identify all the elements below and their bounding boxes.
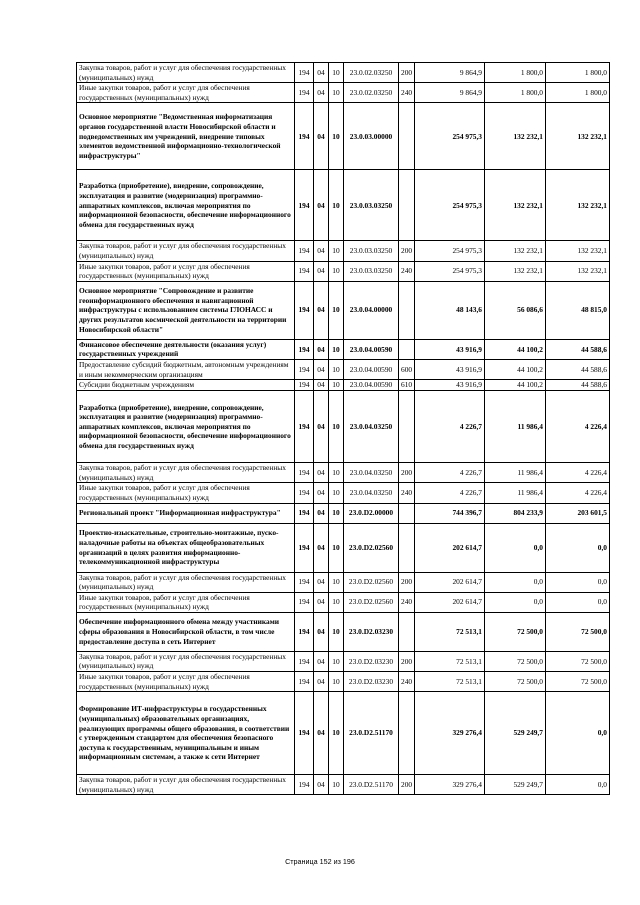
section-code: 04 [314,83,329,103]
section-code: 04 [314,672,329,692]
table-row [77,281,610,339]
amount-year-1: 4 226,7 [415,391,485,463]
table-row [77,170,610,241]
subsection-code: 10 [329,463,344,483]
table-row [77,241,610,261]
amount-year-1: 329 276,4 [415,692,485,775]
target-article-code: 23.0.03.03250 [344,261,399,281]
amount-year-3: 203 601,5 [546,503,610,523]
amount-year-2: 0,0 [485,523,546,572]
ministry-code: 194 [295,63,314,83]
amount-year-1: 48 143,6 [415,281,485,339]
target-article-code: 23.0.03.03250 [344,241,399,261]
target-article-code: 23.0.04.03250 [344,483,399,503]
amount-year-2: 132 232,1 [485,170,546,241]
row-name: Обеспечение информационного обмена между участниками сферы образования в Новосибирской области, в том числе предоставление доступа в сеть Интернет [77,612,295,651]
row-name: Формирование ИТ-инфраструктуры в государственных (муниципальных) образовательных организациях, реализующих программы общего образования, в соответствии с утвержденным стандартом для обеспечения безопасного доступа к государственным, муниципальным и иным информационным системам, а также к сети Интернет [77,692,295,775]
amount-year-3: 44 588,6 [546,359,610,379]
amount-year-2: 11 986,4 [485,391,546,463]
amount-year-1: 43 916,9 [415,339,485,359]
amount-year-3: 72 500,0 [546,651,610,671]
amount-year-3: 0,0 [546,692,610,775]
amount-year-1: 4 226,7 [415,463,485,483]
expense-type-code [399,170,415,241]
ministry-code: 194 [295,170,314,241]
table-row [77,592,610,612]
target-article-code: 23.0.03.03250 [344,170,399,241]
amount-year-3: 72 500,0 [546,672,610,692]
table-row [77,103,610,170]
amount-year-2: 1 800,0 [485,63,546,83]
expense-type-code: 200 [399,651,415,671]
table-row [77,612,610,651]
section-code: 04 [314,103,329,170]
section-code: 04 [314,359,329,379]
amount-year-3: 44 588,6 [546,339,610,359]
amount-year-2: 72 500,0 [485,612,546,651]
amount-year-1: 254 975,3 [415,103,485,170]
subsection-code: 10 [329,391,344,463]
section-code: 04 [314,241,329,261]
expense-type-code [399,281,415,339]
row-name: Закупка товаров, работ и услуг для обеспечения государственных (муниципальных) нужд [77,572,295,592]
expense-type-code [399,339,415,359]
target-article-code: 23.0.D2.51170 [344,692,399,775]
row-name: Закупка товаров, работ и услуг для обеспечения государственных (муниципальных) нужд [77,775,295,795]
budget-table [76,62,610,795]
expense-type-code: 200 [399,241,415,261]
subsection-code: 10 [329,339,344,359]
target-article-code: 23.0.04.00000 [344,281,399,339]
ministry-code: 194 [295,380,314,391]
amount-year-3: 132 232,1 [546,241,610,261]
amount-year-2: 1 800,0 [485,83,546,103]
amount-year-2: 0,0 [485,572,546,592]
amount-year-1: 202 614,7 [415,572,485,592]
section-code: 04 [314,483,329,503]
table-row [77,391,610,463]
target-article-code: 23.0.D2.02560 [344,523,399,572]
section-code: 04 [314,463,329,483]
section-code: 04 [314,775,329,795]
table-row [77,483,610,503]
amount-year-3: 0,0 [546,523,610,572]
subsection-code: 10 [329,592,344,612]
amount-year-1: 72 513,1 [415,651,485,671]
target-article-code: 23.0.D2.02560 [344,592,399,612]
expense-type-code [399,612,415,651]
target-article-code: 23.0.D2.00000 [344,503,399,523]
table-row [77,359,610,379]
amount-year-2: 72 500,0 [485,672,546,692]
section-code: 04 [314,503,329,523]
amount-year-2: 132 232,1 [485,241,546,261]
subsection-code: 10 [329,612,344,651]
section-code: 04 [314,339,329,359]
subsection-code: 10 [329,692,344,775]
row-name: Закупка товаров, работ и услуг для обеспечения государственных (муниципальных) нужд [77,651,295,671]
target-article-code: 23.0.02.03250 [344,83,399,103]
subsection-code: 10 [329,281,344,339]
row-name: Иные закупки товаров, работ и услуг для обеспечения государственных (муниципальных) нужд [77,592,295,612]
subsection-code: 10 [329,241,344,261]
subsection-code: 10 [329,503,344,523]
ministry-code: 194 [295,339,314,359]
amount-year-3: 132 232,1 [546,170,610,241]
ministry-code: 194 [295,592,314,612]
amount-year-2: 72 500,0 [485,651,546,671]
table-row [77,651,610,671]
target-article-code: 23.0.04.00590 [344,359,399,379]
expense-type-code: 200 [399,775,415,795]
row-name: Разработка (приобретение), внедрение, сопровождение, эксплуатация и развитие (модернизация) программно-аппаратных комплексов, включая мероприятия по информационной безопасности, обеспечение информационного обмена для государственных нужд [77,170,295,241]
target-article-code: 23.0.D2.03230 [344,651,399,671]
amount-year-3: 4 226,4 [546,483,610,503]
target-article-code: 23.0.D2.03230 [344,672,399,692]
expense-type-code: 610 [399,380,415,391]
target-article-code: 23.0.04.00590 [344,339,399,359]
section-code: 04 [314,261,329,281]
amount-year-1: 72 513,1 [415,672,485,692]
section-code: 04 [314,63,329,83]
ministry-code: 194 [295,281,314,339]
amount-year-3: 0,0 [546,592,610,612]
section-code: 04 [314,523,329,572]
section-code: 04 [314,592,329,612]
table-body [77,63,610,795]
amount-year-3: 44 588,6 [546,380,610,391]
subsection-code: 10 [329,572,344,592]
subsection-code: 10 [329,103,344,170]
subsection-code: 10 [329,380,344,391]
expense-type-code: 240 [399,592,415,612]
target-article-code: 23.0.03.00000 [344,103,399,170]
subsection-code: 10 [329,83,344,103]
amount-year-3: 132 232,1 [546,261,610,281]
amount-year-1: 744 396,7 [415,503,485,523]
amount-year-2: 804 233,9 [485,503,546,523]
subsection-code: 10 [329,63,344,83]
table-row [77,503,610,523]
amount-year-2: 529 249,7 [485,692,546,775]
amount-year-1: 9 864,9 [415,63,485,83]
amount-year-3: 1 800,0 [546,83,610,103]
expense-type-code [399,503,415,523]
table-row [77,572,610,592]
expense-type-code [399,692,415,775]
subsection-code: 10 [329,483,344,503]
subsection-code: 10 [329,651,344,671]
amount-year-1: 254 975,3 [415,261,485,281]
amount-year-2: 0,0 [485,592,546,612]
table-row [77,672,610,692]
subsection-code: 10 [329,672,344,692]
target-article-code: 23.0.02.03250 [344,63,399,83]
ministry-code: 194 [295,692,314,775]
amount-year-2: 44 100,2 [485,339,546,359]
ministry-code: 194 [295,463,314,483]
table-row [77,63,610,83]
table-row [77,339,610,359]
amount-year-1: 72 513,1 [415,612,485,651]
ministry-code: 194 [295,483,314,503]
amount-year-3: 0,0 [546,775,610,795]
expense-type-code: 240 [399,672,415,692]
expense-type-code: 200 [399,572,415,592]
table-row [77,775,610,795]
amount-year-2: 11 986,4 [485,483,546,503]
row-name: Региональный проект "Информационная инфраструктура" [77,503,295,523]
subsection-code: 10 [329,359,344,379]
expense-type-code: 600 [399,359,415,379]
expense-type-code: 200 [399,63,415,83]
row-name: Иные закупки товаров, работ и услуг для обеспечения государственных (муниципальных) нужд [77,672,295,692]
row-name: Субсидии бюджетным учреждениям [77,380,295,391]
row-name: Иные закупки товаров, работ и услуг для обеспечения государственных (муниципальных) нужд [77,261,295,281]
target-article-code: 23.0.D2.02560 [344,572,399,592]
row-name: Проектно-изыскательные, строительно-монтажные, пуско-наладочные работы на объектах общеобразовательных организаций в целях развития информационно-телекоммуникационной инфраструктуры [77,523,295,572]
section-code: 04 [314,391,329,463]
amount-year-1: 43 916,9 [415,380,485,391]
amount-year-3: 4 226,4 [546,463,610,483]
amount-year-1: 4 226,7 [415,483,485,503]
row-name: Иные закупки товаров, работ и услуг для обеспечения государственных (муниципальных) нужд [77,483,295,503]
amount-year-2: 132 232,1 [485,103,546,170]
ministry-code: 194 [295,83,314,103]
target-article-code: 23.0.04.03250 [344,391,399,463]
amount-year-3: 72 500,0 [546,612,610,651]
amount-year-1: 329 276,4 [415,775,485,795]
expense-type-code: 200 [399,463,415,483]
ministry-code: 194 [295,775,314,795]
expense-type-code [399,103,415,170]
ministry-code: 194 [295,612,314,651]
amount-year-3: 1 800,0 [546,63,610,83]
subsection-code: 10 [329,261,344,281]
row-name: Закупка товаров, работ и услуг для обеспечения государственных (муниципальных) нужд [77,241,295,261]
amount-year-3: 4 226,4 [546,391,610,463]
expense-type-code [399,391,415,463]
expense-type-code: 240 [399,83,415,103]
expense-type-code: 240 [399,261,415,281]
amount-year-2: 44 100,2 [485,380,546,391]
row-name: Основное мероприятие "Ведомственная информатизация органов государственной власти Новосибирской области и подведомственных им учреждений, внедрение типовых элементов ведомственной информационно-технологической инфраструктуры" [77,103,295,170]
row-name: Предоставление субсидий бюджетным, автономным учреждениям и иным некоммерческим организациям [77,359,295,379]
section-code: 04 [314,281,329,339]
target-article-code: 23.0.D2.51170 [344,775,399,795]
ministry-code: 194 [295,241,314,261]
amount-year-3: 48 815,0 [546,281,610,339]
amount-year-2: 132 232,1 [485,261,546,281]
amount-year-3: 132 232,1 [546,103,610,170]
table-row [77,261,610,281]
row-name: Иные закупки товаров, работ и услуг для обеспечения государственных (муниципальных) нужд [77,83,295,103]
row-name: Закупка товаров, работ и услуг для обеспечения государственных (муниципальных) нужд [77,463,295,483]
section-code: 04 [314,572,329,592]
page-footer: Страница 152 из 196 [285,857,355,866]
section-code: 04 [314,380,329,391]
table-row [77,83,610,103]
section-code: 04 [314,612,329,651]
ministry-code: 194 [295,572,314,592]
amount-year-1: 43 916,9 [415,359,485,379]
amount-year-1: 202 614,7 [415,592,485,612]
ministry-code: 194 [295,672,314,692]
amount-year-1: 202 614,7 [415,523,485,572]
table-row [77,523,610,572]
section-code: 04 [314,692,329,775]
expense-type-code [399,523,415,572]
amount-year-3: 0,0 [546,572,610,592]
table-row [77,463,610,483]
target-article-code: 23.0.04.03250 [344,463,399,483]
subsection-code: 10 [329,170,344,241]
row-name: Закупка товаров, работ и услуг для обеспечения государственных (муниципальных) нужд [77,63,295,83]
section-code: 04 [314,170,329,241]
expense-type-code: 240 [399,483,415,503]
amount-year-1: 254 975,3 [415,170,485,241]
table-row [77,692,610,775]
ministry-code: 194 [295,391,314,463]
target-article-code: 23.0.D2.03230 [344,612,399,651]
ministry-code: 194 [295,261,314,281]
amount-year-2: 529 249,7 [485,775,546,795]
ministry-code: 194 [295,523,314,572]
ministry-code: 194 [295,503,314,523]
ministry-code: 194 [295,651,314,671]
amount-year-2: 56 086,6 [485,281,546,339]
row-name: Разработка (приобретение), внедрение, сопровождение, эксплуатация и развитие (модернизация) программно-аппаратных комплексов, включая мероприятия по информационной безопасности, обеспечение информационного обмена для государственных нужд [77,391,295,463]
subsection-code: 10 [329,523,344,572]
amount-year-1: 254 975,3 [415,241,485,261]
amount-year-2: 11 986,4 [485,463,546,483]
ministry-code: 194 [295,103,314,170]
table-row [77,380,610,391]
row-name: Основное мероприятие "Сопровождение и развитие геоинформационного обеспечения и навигационной инфраструктуры с использованием системы ГЛОНАСС и других результатов космической деятельности на территории Новосибирской области" [77,281,295,339]
ministry-code: 194 [295,359,314,379]
row-name: Финансовое обеспечение деятельности (оказания услуг) государственных учреждений [77,339,295,359]
amount-year-2: 44 100,2 [485,359,546,379]
section-code: 04 [314,651,329,671]
amount-year-1: 9 864,9 [415,83,485,103]
subsection-code: 10 [329,775,344,795]
target-article-code: 23.0.04.00590 [344,380,399,391]
